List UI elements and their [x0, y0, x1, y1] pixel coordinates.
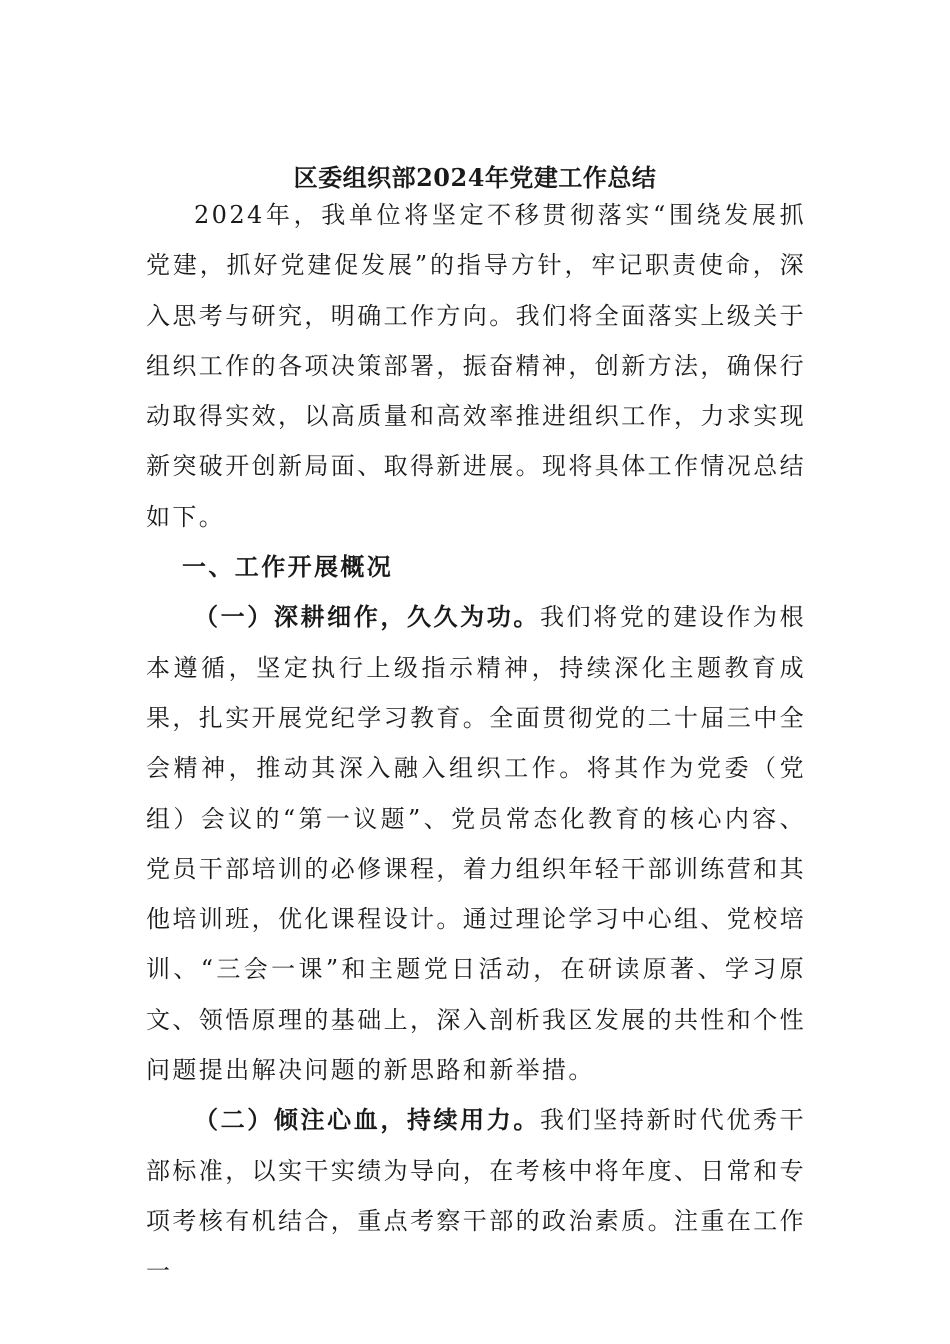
section-item-2 [146, 1095, 806, 1296]
item-2-lead: （二）倾注心血，持续用力。 [194, 1105, 541, 1135]
intro-paragraph: 2024年，我单位将坚定不移贯彻落实“围绕发展抓党建，抓好党建促发展”的指导方针，牢记职责使命，深入思考与研究，明确工作方向。我们将全面落实上级关于组织工作的各项决策部署，振奋精神，创新方法，确保行动取得实效，以高质量和高效率推进组织工作，力求实现新突破开创新局面、取得新进展。现将具体工作情况总结如下。 [146, 201, 806, 531]
item-1-lead: （一）深耕细作，久久为功。 [194, 602, 541, 632]
item-1-text: 我们将党的建设作为根本遵循，坚定执行上级指示精神，持续深化主题教育成果，扎实开展党纪学习教育。全面贯彻党的二十届三中全会精神，推动其深入融入组织工作。将其作为党委（党组）会议的“第一议题”、党员常态化教育的核心内容、党员干部培训的必修课程，着力组织年轻干部训练营和其他培训班，优化课程设计。通过理论学习中心组、党校培训、“三会一课”和主题党日活动，在研读原著、学习原文、领悟原理的基础上，深入剖析我区发展的共性和个性问题提出解决问题的新思路和新举措。 [146, 603, 807, 1085]
item-2-text: 我们坚持新时代优秀干部标准，以实干实绩为导向，在考核中将年度、日常和专项考核有机结合，重点考察干部的政治素质。注重在工作一 [146, 1106, 807, 1286]
document-body [146, 190, 806, 1297]
document-title: 区委组织部2024年党建工作总结 [293, 163, 657, 192]
section-heading: 一、工作开展概况 [182, 552, 394, 582]
section-item-1 [146, 592, 806, 1095]
